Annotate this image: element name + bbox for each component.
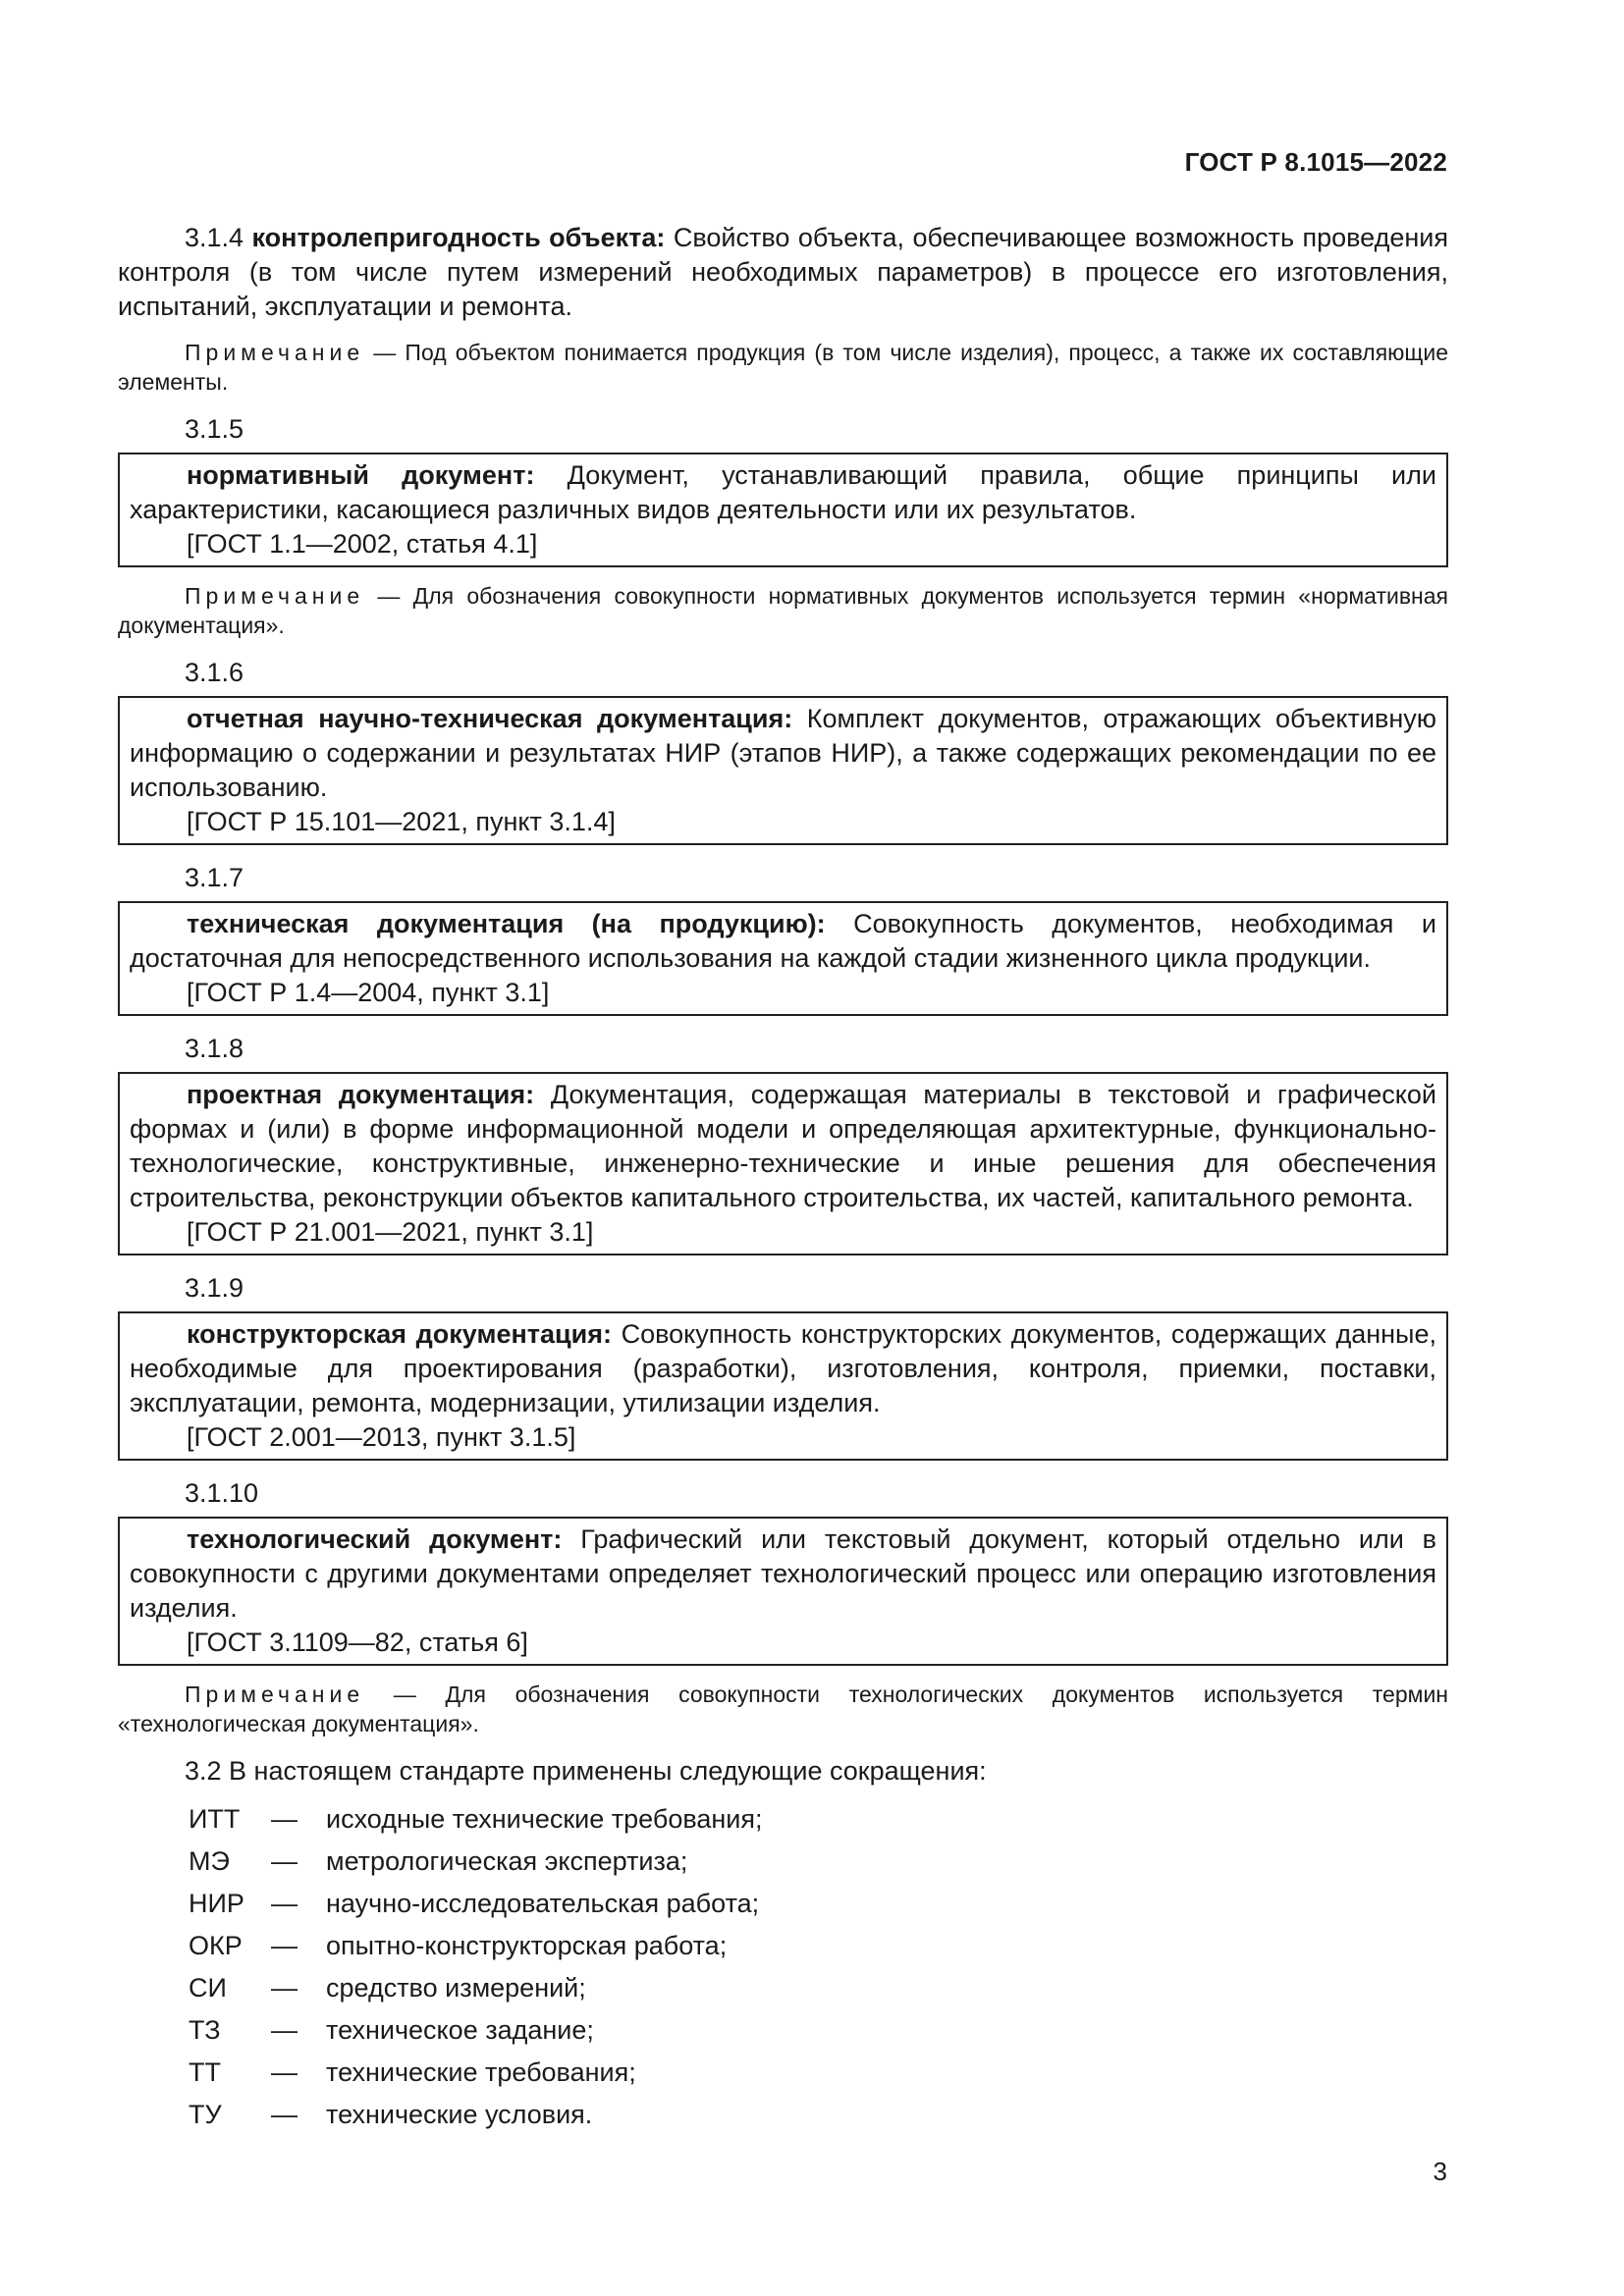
term-definition: Документ, устанавливающий правила, общие принципы или характеристики, касающиеся различных видов деятельности или их результатов. <box>130 460 1436 524</box>
term-number: 3.1.6 <box>185 658 244 687</box>
abbreviation-item <box>118 2094 1448 2136</box>
page-content <box>118 221 1448 2136</box>
term-box <box>118 1517 1448 1666</box>
term-reference: [ГОСТ 1.1—2002, статья 4.1] <box>187 529 538 559</box>
abbreviation-item <box>118 1841 1448 1883</box>
abbreviation: ИТТ <box>189 1804 241 1834</box>
abbreviation: СИ <box>189 1973 227 2002</box>
abbreviation-dash: — <box>271 2015 298 2045</box>
term-title: отчетная научно-техническая документация: <box>187 704 793 733</box>
term-number: 3.1.7 <box>185 863 244 892</box>
abbreviation-meaning: технические требования; <box>326 2057 636 2087</box>
abbreviation-item <box>118 1798 1448 1841</box>
term-reference: [ГОСТ Р 15.101—2021, пункт 3.1.4] <box>187 807 616 836</box>
abbreviations-intro: 3.2 В настоящем стандарте применены следующие сокращения: <box>185 1756 987 1786</box>
abbreviation: МЭ <box>189 1846 230 1876</box>
term-number: 3.1.9 <box>185 1273 244 1303</box>
abbreviation: ТЗ <box>189 2015 221 2045</box>
term-number: 3.1.5 <box>185 414 244 444</box>
term-entry <box>130 1522 1436 1626</box>
term-box <box>118 901 1448 1016</box>
abbreviations-list <box>118 1798 1448 2136</box>
page-number: 3 <box>1433 2157 1447 2186</box>
term-box <box>118 1311 1448 1461</box>
note-label: Примечание <box>185 340 365 365</box>
abbreviation-item <box>118 1967 1448 2009</box>
abbreviation-meaning: научно-исследовательская работа; <box>326 1889 760 1918</box>
abbreviation-dash: — <box>271 1973 298 2002</box>
term-box <box>118 1072 1448 1255</box>
clause-number: 3.1.4 <box>185 223 244 252</box>
note <box>118 338 1448 397</box>
abbreviation-item <box>118 2052 1448 2094</box>
abbreviation-dash: — <box>271 1846 298 1876</box>
term-reference: [ГОСТ Р 1.4—2004, пункт 3.1] <box>187 978 550 1007</box>
abbreviation-meaning: технические условия. <box>326 2100 593 2129</box>
term-definition: Комплект документов, отражающих объективную информацию о содержании и результатах НИР (этапов НИР), а также содержащих рекомендации по ее использованию. <box>130 704 1436 802</box>
note-label: Примечание <box>185 583 365 609</box>
term-box <box>118 696 1448 845</box>
abbreviation-meaning: исходные технические требования; <box>326 1804 763 1834</box>
abbreviation-item <box>118 1925 1448 1967</box>
term-reference: [ГОСТ 3.1109—82, статья 6] <box>187 1628 528 1657</box>
term-title: конструкторская документация: <box>187 1319 612 1349</box>
abbreviation-dash: — <box>271 2100 298 2129</box>
term-number: 3.1.10 <box>185 1478 259 1508</box>
term-entry <box>130 907 1436 976</box>
abbreviation: ТУ <box>189 2100 222 2129</box>
abbreviation-meaning: метрологическая экспертиза; <box>326 1846 688 1876</box>
term-entry <box>130 702 1436 805</box>
term-reference: [ГОСТ Р 21.001—2021, пункт 3.1] <box>187 1217 594 1247</box>
term-title: технологический документ: <box>187 1524 563 1554</box>
term-reference: [ГОСТ 2.001—2013, пункт 3.1.5] <box>187 1422 576 1452</box>
note-text: — Под объектом понимается продукция (в том числе изделия), процесс, а также их составляющие элементы. <box>118 340 1448 395</box>
term-title: контролепригодность объекта: <box>251 223 666 252</box>
abbreviation-meaning: средство измерений; <box>326 1973 586 2002</box>
abbreviation-meaning: опытно-конструкторская работа; <box>326 1931 728 1960</box>
standard-designation: ГОСТ Р 8.1015—2022 <box>1184 147 1447 177</box>
note <box>118 1680 1448 1738</box>
abbreviation: ТТ <box>189 2057 221 2087</box>
term-number: 3.1.8 <box>185 1034 244 1063</box>
term-definition: Графический или текстовый документ, который отдельно или в совокупности с другими документами определяет технологический процесс или операцию изготовления изделия. <box>130 1524 1436 1623</box>
abbreviation-dash: — <box>271 1889 298 1918</box>
term-entry <box>130 1317 1436 1420</box>
term-title: нормативный документ: <box>187 460 535 490</box>
abbreviation-dash: — <box>271 1804 298 1834</box>
term-title: проектная документация: <box>187 1080 535 1109</box>
note <box>118 581 1448 640</box>
note-text: — Для обозначения совокупности технологических документов используется термин «технологическая документация». <box>118 1682 1448 1736</box>
abbreviation-item <box>118 1883 1448 1925</box>
term-title: техническая документация (на продукцию): <box>187 909 826 938</box>
note-text: — Для обозначения совокупности нормативных документов используется термин «нормативная документация». <box>118 583 1449 638</box>
term-definition: Совокупность документов, необходимая и достаточная для непосредственного использования на каждой стадии жизненного цикла продукции. <box>130 909 1436 973</box>
note-label: Примечание <box>185 1682 365 1707</box>
term-definition: Документация, содержащая материалы в текстовой и графической формах и (или) в форме информационной модели и определяющая архитектурные, функционально-технологические, конструктивные, инженерно-технические и иные решения для обеспечения строительства, реконструкции объектов капитального строительства, их частей, капитального ремонта. <box>130 1080 1436 1212</box>
abbreviation-meaning: техническое задание; <box>326 2015 594 2045</box>
abbreviation-item <box>118 2009 1448 2052</box>
term-box <box>118 453 1448 567</box>
term-definition: Свойство объекта, обеспечивающее возможность проведения контроля (в том числе путем измерений необходимых параметров) в процессе его изготовления, испытаний, эксплуатации и ремонта. <box>118 223 1448 321</box>
term-definition: Совокупность конструкторских документов, содержащих данные, необходимые для проектирования (разработки), изготовления, контроля, приемки, поставки, эксплуатации, ремонта, модернизации, утилизации изделия. <box>130 1319 1436 1417</box>
abbreviation-dash: — <box>271 2057 298 2087</box>
abbreviation: НИР <box>189 1889 244 1918</box>
clause-3-1-4 <box>118 221 1448 324</box>
term-entry <box>130 458 1436 527</box>
abbreviation: ОКР <box>189 1931 243 1960</box>
term-entry <box>130 1078 1436 1215</box>
abbreviation-dash: — <box>271 1931 298 1960</box>
